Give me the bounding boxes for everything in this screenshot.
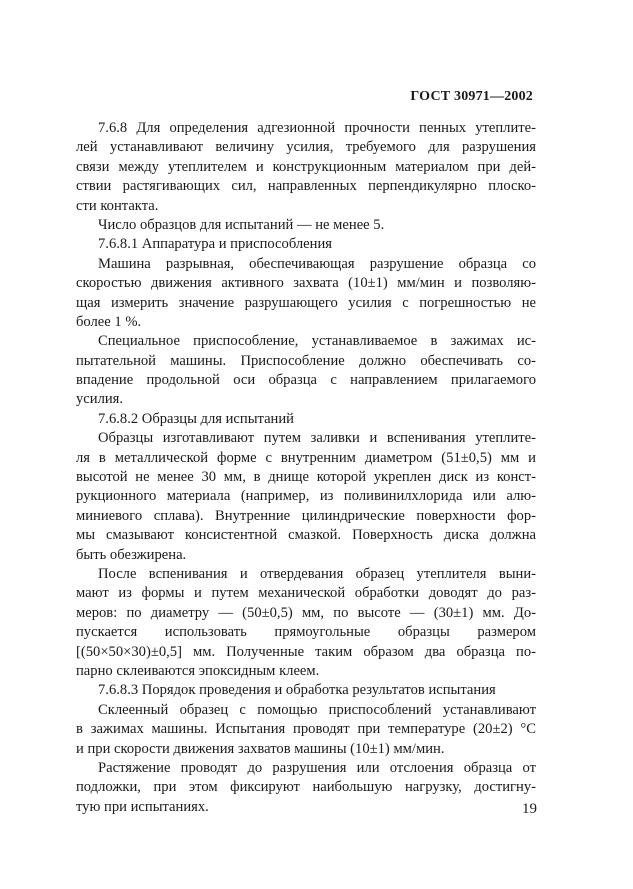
text-line: Число образцов для испытаний — не менее 5. (98, 216, 385, 233)
page-number: 19 (522, 801, 537, 817)
text-line: пытательной машины. Приспособление должно обеспечивать со- (76, 352, 536, 369)
text-line: и при скорости движения захватов машины (10±1) мм/мин. (76, 740, 445, 757)
text-line: 7.6.8.2 Образцы для испытаний (98, 410, 294, 427)
text-line: скоростью движения активного захвата (10±1) мм/мин и позволяю- (76, 275, 536, 292)
text-line: впадение продольной оси образца с направлением прилагаемого (76, 372, 536, 389)
text-line: 7.6.8 Для определения адгезионной прочности пенных утеплите- (98, 120, 536, 136)
text-line: пускается использовать прямоугольные образцы размером (76, 624, 536, 641)
text-line: После вспенивания и отвердевания образец утеплителя выни- (98, 565, 536, 582)
text-line: Машина разрывная, обеспечивающая разрушение образца со (98, 255, 536, 272)
text-line: [(50×50×30)±0,5] мм. Полученные таким образом два образца по- (76, 643, 536, 660)
text-line: мы смазывают консистентной смазкой. Поверхность диска должна (76, 527, 536, 544)
text-line: мают из формы и путем механической обработки доводят до раз- (76, 585, 536, 602)
text-line: ствии растягивающих сил, направленных перпендикулярно плоско- (76, 178, 536, 195)
text-line: щая измерить значение разрушающего усилия с погрешностью не (76, 294, 536, 311)
text-line: 7.6.8.1 Аппаратура и приспособления (98, 236, 332, 253)
text-line: связи между утеплителем и конструкционным материалом при дей- (76, 158, 536, 175)
text-line: Растяжение проводят до разрушения или отслоения образца от (98, 759, 536, 776)
text-line: тую при испытаниях. (76, 798, 209, 815)
standard-code-header: ГОСТ 30971—2002 (410, 89, 533, 104)
text-line: рукционного материала (например, из поливинилхлорида или алю- (76, 488, 536, 505)
text-line: подложки, при этом фиксируют наибольшую нагрузку, достигну- (76, 779, 536, 796)
text-line: более 1 %. (76, 313, 142, 330)
text-line: Склеенный образец с помощью приспособлений устанавливают (98, 701, 536, 718)
text-line: усилия. (76, 391, 124, 408)
text-line: в зажимах машины. Испытания проводят при температуре (20±2) °С (76, 721, 536, 738)
document-body (76, 119, 536, 817)
text-line: Специальное приспособление, устанавливаемое в зажимах ис- (98, 333, 536, 350)
text-line: 7.6.8.3 Порядок проведения и обработка результатов испытания (98, 682, 496, 699)
text-line: высотой не менее 30 мм, в днище которой укреплен диск из конст- (76, 469, 536, 486)
text-line: меров: по диаметру — (50±0,5) мм, по высоте — (30±1) мм. До- (76, 604, 536, 621)
text-line: лей устанавливают величину усилия, требуемого для разрушения (76, 139, 536, 156)
text-line: парно склеиваются эпоксидным клеем. (76, 662, 320, 679)
text-line: Образцы изготавливают путем заливки и вспенивания утеплите- (98, 430, 536, 447)
text-line: сти контакта. (76, 197, 159, 214)
text-line: быть обезжирена. (76, 546, 187, 563)
text-line: миниевого сплава). Внутренние цилиндрические поверхности фор- (76, 507, 536, 524)
text-line: ля в металлической форме с внутренним диаметром (51±0,5) мм и (76, 449, 536, 466)
